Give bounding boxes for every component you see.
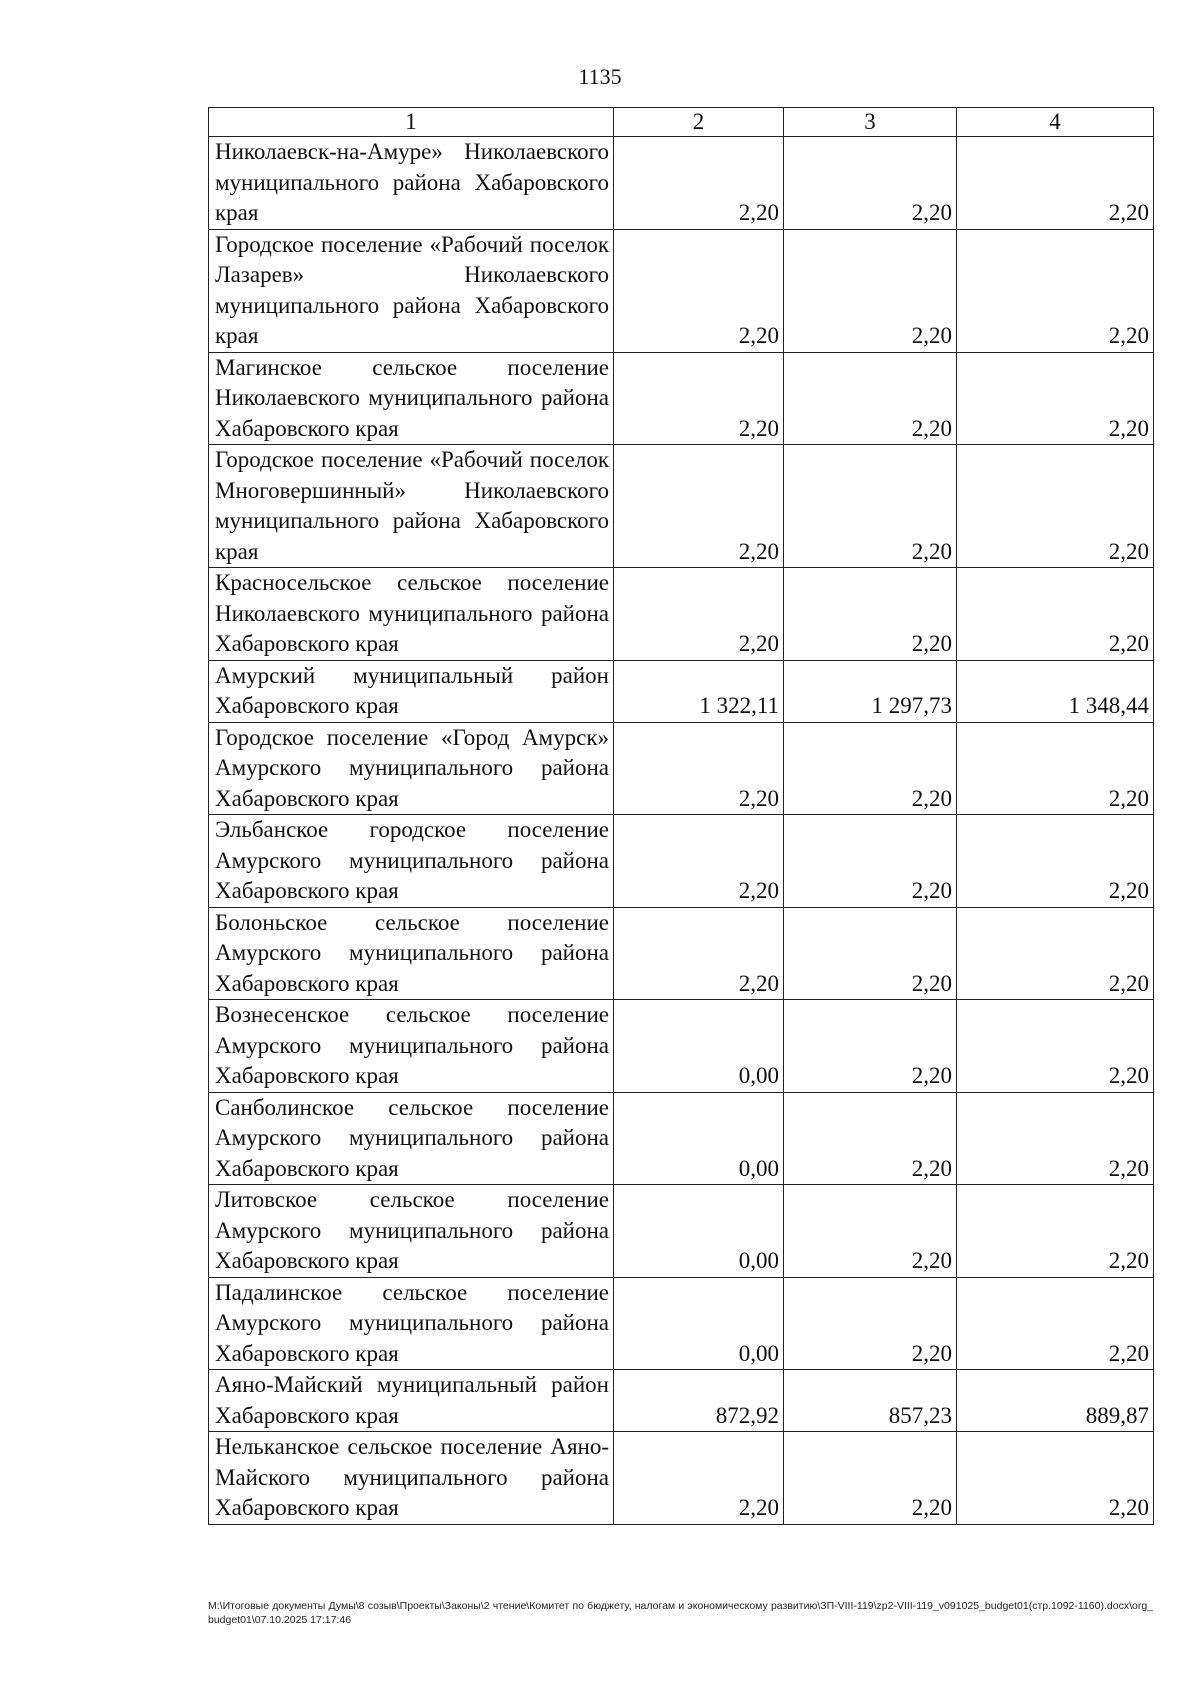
value-col3: 2,20 [784,1185,957,1278]
table-row [209,815,1154,908]
column-header-4: 4 [957,108,1154,137]
table-row [209,660,1154,722]
value-col3: 2,20 [784,445,957,568]
municipality-name: Санболинское сельское поселение Амурского муниципального района Хабаровского края [209,1092,614,1185]
municipality-name: Николаевск-на-Амуре» Николаевского муниципального района Хабаровского края [209,137,614,230]
value-col4: 2,20 [957,137,1154,230]
municipality-name: Городское поселение «Рабочий поселок Лазарев» Николаевского муниципального района Хабаровского края [209,229,614,352]
table-row [209,568,1154,661]
table-row [209,907,1154,1000]
value-col3: 2,20 [784,137,957,230]
table-row [209,1000,1154,1093]
table-row [209,1432,1154,1525]
value-col4: 2,20 [957,722,1154,815]
table-row [209,1092,1154,1185]
value-col3: 1 297,73 [784,660,957,722]
column-header-3: 3 [784,108,957,137]
value-col2: 2,20 [614,1432,784,1525]
value-col2: 2,20 [614,815,784,908]
table-row [209,1277,1154,1370]
value-col2: 2,20 [614,229,784,352]
value-col3: 2,20 [784,907,957,1000]
value-col3: 2,20 [784,1277,957,1370]
value-col2: 0,00 [614,1185,784,1278]
table-row [209,229,1154,352]
value-col2: 1 322,11 [614,660,784,722]
value-col4: 2,20 [957,1092,1154,1185]
municipality-name: Магинское сельское поселение Николаевского муниципального района Хабаровского края [209,352,614,445]
budget-table [208,107,1154,1525]
file-path-footer: M:\Итоговые документы Думы\8 созыв\Проекты\Законы\2 чтение\Комитет по бюджету, налогам и экономическому развитию\ЗП-VIII-119\zp2-VIII-119_v091025_budget01(стр.1092-1160).docx\org_budget01\07.10.2025 17:17:46 [208,1600,1153,1626]
value-col4: 889,87 [957,1370,1154,1432]
municipality-name: Вознесенское сельское поселение Амурского муниципального района Хабаровского края [209,1000,614,1093]
table-row [209,445,1154,568]
value-col4: 2,20 [957,815,1154,908]
value-col4: 2,20 [957,1185,1154,1278]
municipality-name: Нельканское сельское поселение Аяно-Майского муниципального района Хабаровского края [209,1432,614,1525]
value-col2: 2,20 [614,352,784,445]
value-col3: 2,20 [784,1432,957,1525]
value-col4: 1 348,44 [957,660,1154,722]
table-row [209,1185,1154,1278]
value-col3: 857,23 [784,1370,957,1432]
value-col2: 0,00 [614,1000,784,1093]
value-col3: 2,20 [784,568,957,661]
value-col2: 0,00 [614,1277,784,1370]
value-col4: 2,20 [957,352,1154,445]
municipality-name: Падалинское сельское поселение Амурского муниципального района Хабаровского края [209,1277,614,1370]
value-col2: 2,20 [614,568,784,661]
value-col3: 2,20 [784,1000,957,1093]
value-col4: 2,20 [957,229,1154,352]
table-row [209,722,1154,815]
value-col2: 872,92 [614,1370,784,1432]
value-col2: 2,20 [614,445,784,568]
header-row [209,108,1154,137]
municipality-name: Амурский муниципальный район Хабаровского края [209,660,614,722]
value-col3: 2,20 [784,1092,957,1185]
column-header-1: 1 [209,108,614,137]
table-row [209,1370,1154,1432]
municipality-name: Красносельское сельское поселение Николаевского муниципального района Хабаровского края [209,568,614,661]
value-col4: 2,20 [957,1000,1154,1093]
municipality-name: Болоньское сельское поселение Амурского муниципального района Хабаровского края [209,907,614,1000]
value-col3: 2,20 [784,815,957,908]
value-col3: 2,20 [784,352,957,445]
value-col4: 2,20 [957,1277,1154,1370]
page-number: 1135 [578,64,622,89]
table-row [209,352,1154,445]
value-col2: 2,20 [614,722,784,815]
value-col2: 2,20 [614,907,784,1000]
value-col4: 2,20 [957,907,1154,1000]
municipality-name: Литовское сельское поселение Амурского муниципального района Хабаровского края [209,1185,614,1278]
value-col4: 2,20 [957,568,1154,661]
value-col3: 2,20 [784,722,957,815]
municipality-name: Аяно-Майский муниципальный район Хабаровского края [209,1370,614,1432]
table-row [209,137,1154,230]
value-col3: 2,20 [784,229,957,352]
municipality-name: Городское поселение «Город Амурск» Амурского муниципального района Хабаровского края [209,722,614,815]
value-col2: 0,00 [614,1092,784,1185]
value-col4: 2,20 [957,1432,1154,1525]
column-header-2: 2 [614,108,784,137]
municipality-name: Городское поселение «Рабочий поселок Многовершинный» Николаевского муниципального района Хабаровского края [209,445,614,568]
value-col2: 2,20 [614,137,784,230]
municipality-name: Эльбанское городское поселение Амурского муниципального района Хабаровского края [209,815,614,908]
value-col4: 2,20 [957,445,1154,568]
